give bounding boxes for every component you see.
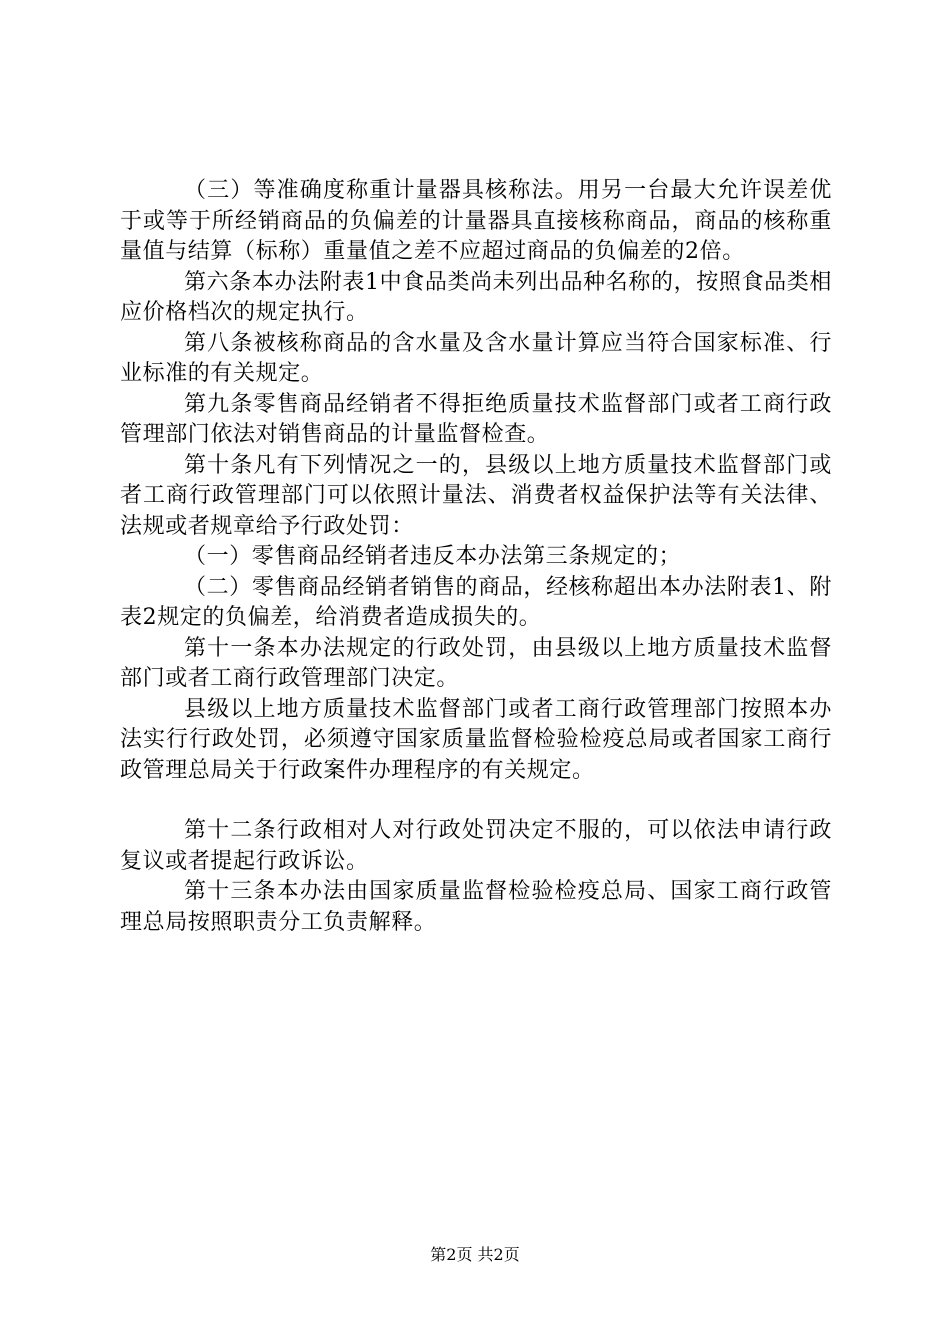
paragraph-article-11: 第十一条本办法规定的行政处罚，由县级以上地方质量技术监督部门或者工商行政管理部门决定。 [120,635,832,691]
paragraph-article-10: 第十条凡有下列情况之一的，县级以上地方质量技术监督部门或者工商行政管理部门可以依照计量法、消费者权益保护法等有关法律、法规或者规章给予行政处罚： [120,452,832,539]
paragraph-article-12: 第十二条行政相对人对行政处罚决定不服的，可以依法申请行政复议或者提起行政诉讼。 [120,818,832,874]
paragraph-article-10-item-2: （二）零售商品经销者销售的商品，经核称超出本办法附表1、附表2规定的负偏差，给消费者造成损失的。 [120,574,832,630]
document-body [120,176,832,938]
paragraph-article-13: 第十三条本办法由国家质量监督检验检疫总局、国家工商行政管理总局按照职责分工负责解释。 [120,879,832,935]
paragraph-article-10-item-1: （一）零售商品经销者违反本办法第三条规定的； [184,544,682,569]
paragraph-article-9: 第九条零售商品经销者不得拒绝质量技术监督部门或者工商行政管理部门依法对销售商品的计量监督检查。 [120,391,832,447]
paragraph-weighing-method: （三）等准确度称重计量器具核称法。用另一台最大允许误差优于或等于所经销商品的负偏差的计量器具直接核称商品，商品的核称重量值与结算（标称）重量值之差不应超过商品的负偏差的2倍。 [120,178,832,264]
paragraph-article-8: 第八条被核称商品的含水量及含水量计算应当符合国家标准、行业标准的有关规定。 [120,330,832,386]
page-footer: 第2页 共2页 [430,1245,520,1264]
paragraph-article-6: 第六条本办法附表1中食品类尚未列出品种名称的，按照食品类相应价格档次的规定执行。 [120,269,832,325]
paragraph-article-11-continued: 县级以上地方质量技术监督部门或者工商行政管理部门按照本办法实行行政处罚，必须遵守国家质量监督检验检疫总局或者国家工商行政管理总局关于行政案件办理程序的有关规定。 [120,696,832,783]
